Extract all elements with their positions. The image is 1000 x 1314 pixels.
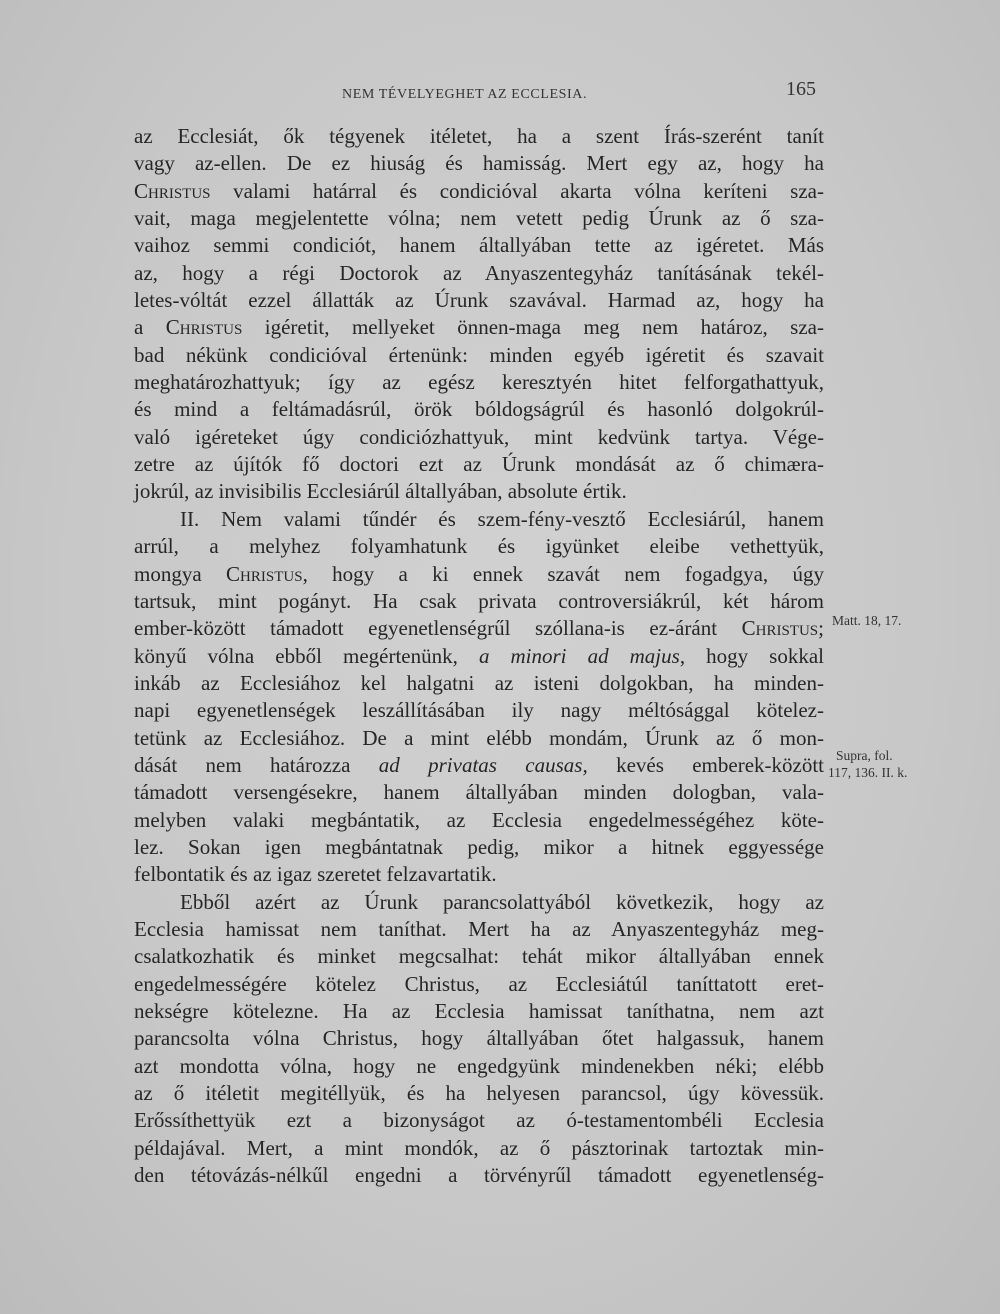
text-run: meghatározhattyuk; így az egész keresztyén hitet felforgathattyuk, [134,370,824,395]
text-line [134,752,824,779]
italic-phrase: ad privatas causas, [378,752,588,777]
text-line [134,807,824,834]
text-line [134,998,824,1025]
text-run: csalatkozhatik és minket megcsalhat: tehát mikor általlyában ennek [134,944,824,969]
text-run: den tétovázás-nélkűl engedni a törvényrűl támadott egyenetlenség- [134,1163,824,1188]
text-run: való igéreteket úgy condiciózhattyuk, mint kedvünk tartya. Vége- [134,424,824,449]
text-run: zetre az újítók fő doctori ezt az Úrunk mondását az ő chimæra- [134,452,824,477]
italic-phrase: a minori ad majus [478,643,680,668]
text-line [134,369,824,396]
text-run: igéretit, mellyeket önnen-maga meg nem határoz, sza- [242,315,824,340]
text-run: jokrúl, az invisibilis Ecclesiárúl általlyában, absolute értik. [134,479,627,504]
text-line [134,561,824,588]
text-line [134,342,824,369]
text-run: valami határral és condicióval akarta vólna keríteni sza- [210,178,824,203]
text-run: Ecclesia hamissat nem taníthat. Mert ha az Anyaszentegyház meg- [134,916,824,941]
text-run: támadott versengésekre, hanem általlyában minden dologban, vala- [134,780,824,805]
text-line [134,971,824,998]
text-run: Ebből azért az Úrunk parancsolattyából következik, hogy az [180,889,824,914]
text-run: dását nem határozza [134,752,379,777]
text-run: II. Nem valami tűndér és szem-fény-vesztő Ecclesiárúl, hanem [180,506,824,531]
text-run: kevés emberek-között [587,752,824,777]
text-line [134,916,824,943]
small-caps-word: Christus [741,616,819,641]
text-run: parancsolta vólna Christus, hogy általlyában őtet halgassuk, hanem [134,1026,824,1051]
text-line [134,1053,824,1080]
text-line [134,287,824,314]
text-line [134,123,824,150]
text-run: bad nékünk condicióval értenünk: minden egyéb igéretit és szavait [134,342,824,367]
text-line [134,1080,824,1107]
text-line [134,205,824,232]
text-run: felbontatik és az igaz szeretet felzavartatik. [134,862,497,887]
text-run: az ő itéletit megitéllyük, és ha helyesen parancsol, úgy kövessük. [134,1081,824,1106]
text-run: nekségre kötelezne. Ha az Ecclesia hamissat taníthatna, nem azt [134,999,824,1023]
margin-note-line: Supra, fol. [836,748,893,763]
text-line [134,1107,824,1134]
text-line [134,834,824,861]
text-line [134,314,824,341]
text-run: engedelmességére kötelez Christus, az Ecclesiátúl taníttatott eret- [134,971,824,996]
text-run: melyben valaki megbántatik, az Ecclesia engedelmességéhez köte- [134,807,824,832]
text-line [134,533,824,560]
margin-note-matt [832,612,901,629]
text-line [134,178,824,205]
text-run: , hogy a ki ennek szavát nem fogadgya, úgy [302,561,825,586]
text-line [134,643,824,670]
text-line [134,943,824,970]
small-caps-word: Christus [165,315,243,340]
text-line [134,1162,824,1189]
page-number: 165 [786,78,816,100]
text-run: ; [818,616,824,641]
text-line [134,150,824,177]
text-line [134,889,824,916]
text-line [134,670,824,697]
text-run: a [134,315,166,340]
text-run: napi egyenetlenségek leszállításában ily nagy méltósággal kötelez- [134,698,824,723]
text-run: arrúl, a melyhez folyamhatunk és igyünket eleibe vethettyük, [134,534,824,559]
text-run: tetünk az Ecclesiához. De a mint elébb mondám, Úrunk az ő mon- [134,725,824,750]
running-head: NEM TÉVELYEGHET AZ ECCLESIA. [342,87,588,102]
text-line [134,232,824,259]
margin-note-supra [828,747,908,781]
text-run: lez. Sokan igen megbántatnak pedig, mikor a hitnek eggyessége [134,834,824,859]
text-line [134,506,824,533]
text-run: mongya [134,561,227,586]
text-line [134,725,824,752]
text-run: vait, maga megjelentette vólna; nem vetett pedig Úrunk az ő sza- [134,206,824,231]
text-run: tartsuk, mint pogányt. Ha csak privata controversiákrúl, két három [134,588,824,613]
text-run: inkáb az Ecclesiához kel halgatni az isteni dolgokban, ha minden- [134,670,824,695]
text-line [134,396,824,423]
small-caps-word: Christus [134,178,211,203]
text-line [134,451,824,478]
text-run: példajával. Mert, a mint mondók, az ő pásztorinak tartoztak min- [134,1135,824,1160]
text-run: letes-vóltát ezzel állatták az Úrunk szavával. Harmad az, hogy ha [134,288,824,313]
text-run: azt mondotta vólna, hogy ne engedgyünk mindenekben néki; elébb [134,1053,824,1078]
text-run: az, hogy a régi Doctorok az Anyaszentegyház tanításának tekél- [134,260,824,285]
text-line [134,697,824,724]
text-run: vaihoz semmi condiciót, hanem általlyában tette az igéretet. Más [134,233,824,258]
text-run: , hogy sokkal [679,643,825,668]
text-line [134,588,824,615]
text-run: és mind a feltámadásrúl, örök bóldogságrúl és hasonló dolgokrúl- [134,397,824,422]
body-text [134,123,824,1189]
text-line [134,615,824,642]
text-line [134,260,824,287]
text-line [134,478,824,505]
text-run: az Ecclesiát, ők tégyenek itéletet, ha a szent Írás-szerént tanít [134,124,824,148]
small-caps-word: Christus [226,561,303,586]
text-line [134,424,824,451]
margin-note-line: 117, 136. II. k. [828,765,908,780]
margin-note-text: Matt. 18, 17. [832,613,902,628]
text-line [134,1025,824,1052]
text-run: vagy az-ellen. De ez hiuság és hamisság. Mert egy az, hogy ha [134,151,824,176]
text-line [134,861,824,888]
text-run: könyű vólna ebből megértenünk, [134,643,479,668]
text-run: Erőssíthettyük ezt a bizonyságot az ó-testamentombéli Ecclesia [134,1108,824,1133]
text-line [134,1135,824,1162]
text-run: ember-között támadott egyenetlenségrűl szóllana-is ez-áránt [134,616,742,641]
text-line [134,779,824,806]
